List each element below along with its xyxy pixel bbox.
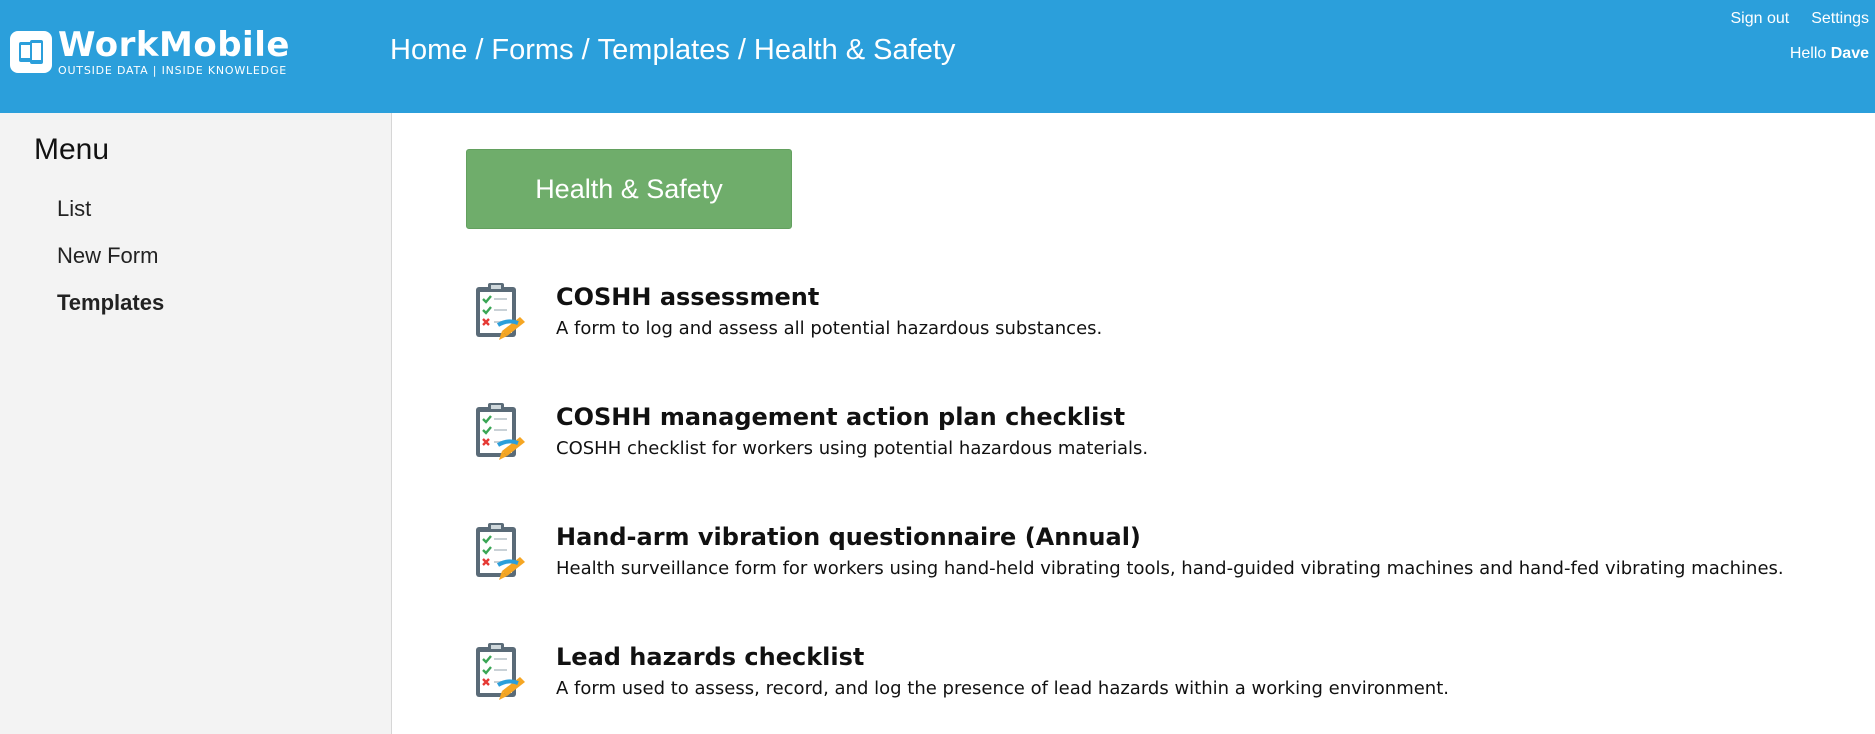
template-description: A form used to assess, record, and log the presence of lead hazards within a working environment. xyxy=(556,678,1449,699)
template-item-lead-hazards[interactable] xyxy=(472,641,1852,721)
settings-link[interactable]: Settings xyxy=(1811,10,1869,27)
clipboard-checklist-icon xyxy=(472,521,528,585)
clipboard-checklist-icon xyxy=(472,281,528,345)
breadcrumb-templates[interactable]: Templates xyxy=(597,34,730,66)
logo-tagline: OUTSIDE DATA | INSIDE KNOWLEDGE xyxy=(58,64,288,77)
template-item-coshh-action-plan[interactable] xyxy=(472,401,1852,481)
breadcrumb-separator: / xyxy=(475,34,484,66)
template-description: A form to log and assess all potential hazardous substances. xyxy=(556,318,1103,339)
sidebar-item-new-form[interactable]: New Form xyxy=(57,243,159,268)
menu-title: Menu xyxy=(34,133,110,166)
main-content xyxy=(392,113,1875,734)
logo-device-icon xyxy=(10,31,52,73)
template-title: Hand-arm vibration questionnaire (Annual) xyxy=(556,523,1141,551)
clipboard-checklist-icon xyxy=(472,641,528,705)
breadcrumb-separator: / xyxy=(581,34,590,66)
template-item-hand-arm-vibration[interactable] xyxy=(472,521,1852,601)
breadcrumb-separator: / xyxy=(737,34,746,66)
template-title: COSHH assessment xyxy=(556,283,820,311)
breadcrumb-current: Health & Safety xyxy=(753,34,956,66)
template-title: COSHH management action plan checklist xyxy=(556,403,1126,431)
user-greeting xyxy=(1790,45,1869,63)
template-title: Lead hazards checklist xyxy=(556,643,865,671)
workmobile-logo[interactable] xyxy=(10,25,290,77)
breadcrumb-home[interactable]: Home xyxy=(390,34,468,66)
clipboard-checklist-icon xyxy=(472,401,528,465)
sidebar xyxy=(0,113,392,734)
breadcrumb xyxy=(390,34,955,67)
template-item-coshh-assessment[interactable] xyxy=(472,281,1852,361)
template-description: Health surveillance form for workers using hand-held vibrating tools, hand-guided vibrating machines and hand-fed vibrating machines. xyxy=(556,558,1784,579)
sign-out-link[interactable]: Sign out xyxy=(1730,10,1790,27)
sidebar-item-templates[interactable]: Templates xyxy=(57,290,165,315)
user-name: Dave xyxy=(1830,45,1869,62)
top-header xyxy=(0,0,1875,113)
greeting-prefix: Hello xyxy=(1789,45,1827,62)
template-description: COSHH checklist for workers using potential hazardous materials. xyxy=(556,438,1149,459)
health-safety-category-button[interactable]: Health & Safety xyxy=(466,149,792,229)
logo-brand-text: WorkMobile xyxy=(58,25,290,65)
sidebar-menu xyxy=(57,185,164,326)
sidebar-item-list[interactable]: List xyxy=(57,196,92,221)
account-links xyxy=(1730,10,1869,28)
breadcrumb-forms[interactable]: Forms xyxy=(491,34,574,66)
